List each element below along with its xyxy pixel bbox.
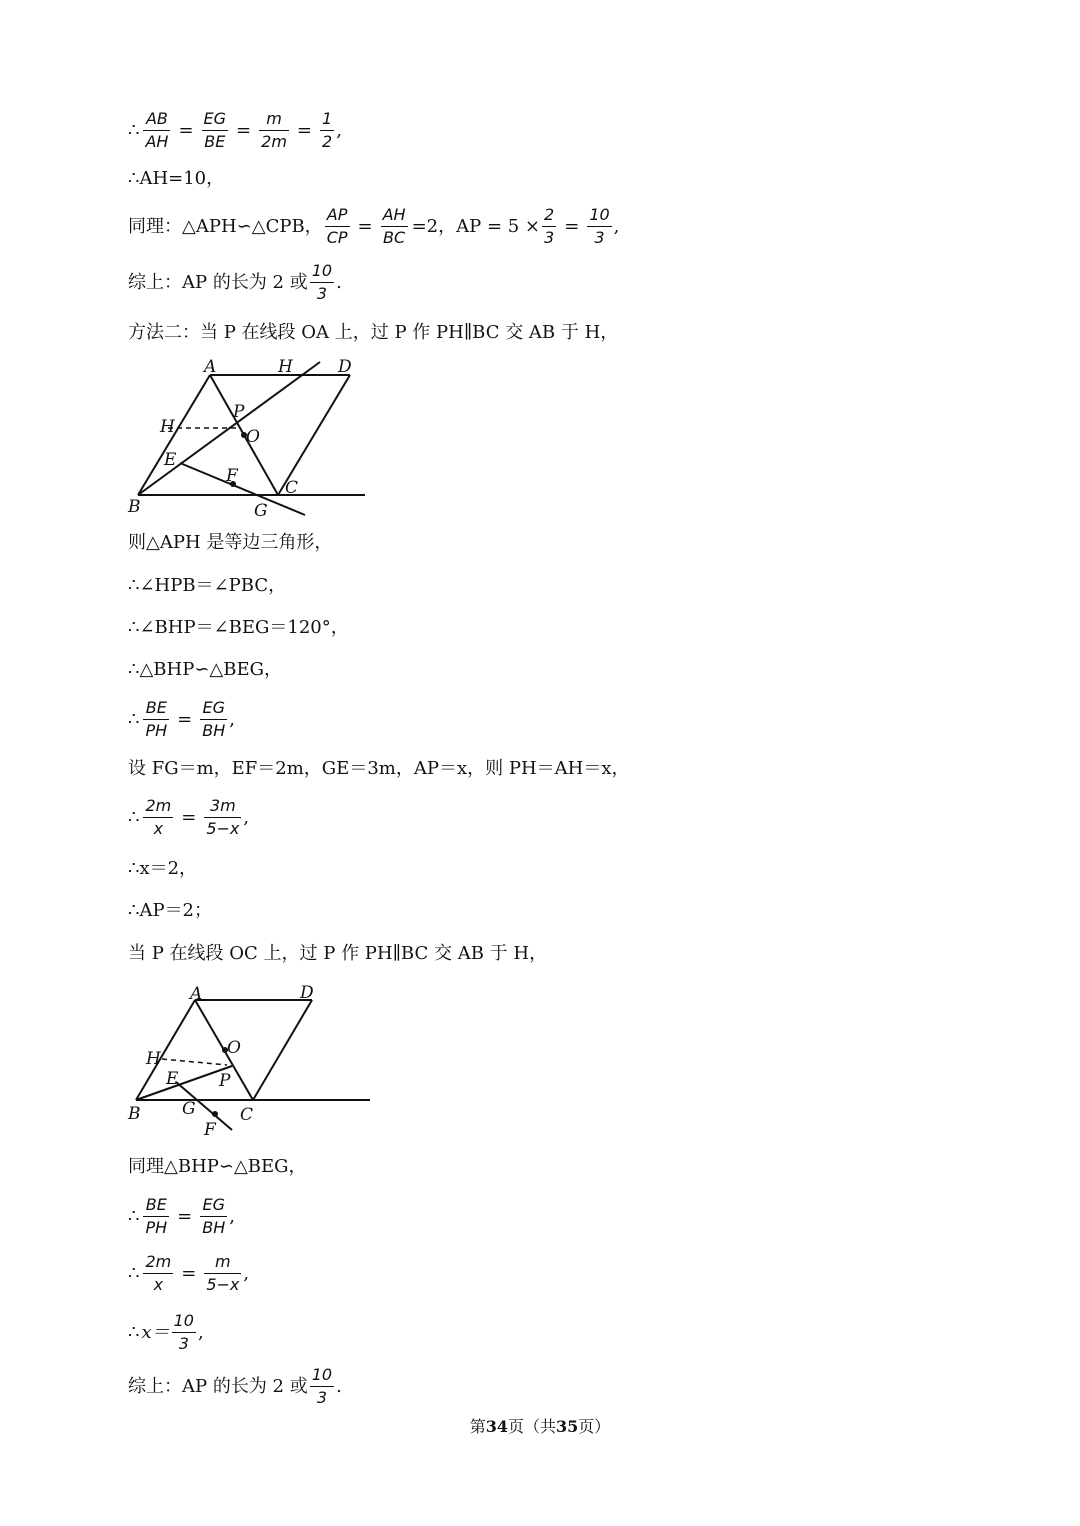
geometry-figure-2	[120, 978, 380, 1143]
fraction: $\frac{2m}{x}$	[145, 796, 172, 839]
label-D: D	[300, 983, 314, 1003]
page-footer: 第34页（共35页）	[469, 1417, 611, 1436]
fraction: $\frac{BE}{PH}$	[145, 698, 168, 741]
label-F: F	[226, 466, 238, 486]
label-G: G	[182, 1099, 196, 1119]
label-E: E	[166, 1069, 179, 1089]
label-A: A	[190, 984, 203, 1004]
label-C: C	[285, 478, 299, 498]
label-F: F	[204, 1120, 216, 1140]
text-line-8: ∴∠BHP＝∠BEG＝120°，	[128, 617, 349, 638]
text-line-9: ∴△BHP∽△BEG，	[128, 659, 283, 680]
label-O: O	[246, 427, 260, 447]
label-B: B	[128, 1104, 141, 1124]
equation-line-18: ∴ $\frac{2m}{x}$ = $\frac{m}{5-x}$ ,	[128, 1252, 250, 1295]
fraction: $\frac{AH}{BC}$	[382, 205, 406, 248]
fraction: $\frac{10}{3}$	[311, 261, 333, 304]
fraction: $\frac{m}{2m}$	[261, 109, 287, 152]
text-line-16: 同理△BHP∽△BEG，	[128, 1156, 307, 1177]
text-line-14: ∴AP＝2；	[128, 900, 213, 921]
text-line-7: ∴∠HPB＝∠PBC，	[128, 575, 287, 596]
label-P: P	[219, 1071, 231, 1091]
fraction: $\frac{EG}{BH}$	[202, 698, 226, 741]
fraction: $\frac{EG}{BE}$	[203, 109, 227, 152]
equation-line-19: ∴ x＝ $\frac{10}{3}$ ,	[128, 1311, 204, 1354]
fraction: $\frac{AB}{AH}$	[145, 109, 169, 152]
current-page-number: 34	[485, 1417, 508, 1436]
text-line-11: 设 FG＝m，EF＝2m，GE＝3m，AP＝x，则 PH＝AH＝x，	[128, 758, 630, 779]
fraction: $\frac{AP}{CP}$	[326, 205, 348, 248]
equation-line-3: 同理：△APH∽△CPB， $\frac{AP}{CP}$ = $\frac{AH}{BC}$ =2，AP = 5 × $\frac{2}{3}$ = $\frac{10}{3}$ ,	[128, 205, 620, 248]
label-H: H	[146, 1049, 161, 1069]
text-line-13: ∴x＝2，	[128, 858, 198, 879]
label-O: O	[227, 1038, 241, 1058]
label-E: E	[164, 450, 177, 470]
equation-line-12: ∴ $\frac{2m}{x}$ = $\frac{3m}{5-x}$ ,	[128, 796, 250, 839]
label-B: B	[128, 497, 141, 517]
equation-line-10: ∴ $\frac{BE}{PH}$ = $\frac{EG}{BH}$ ,	[128, 698, 235, 741]
equation-line-1: ∴ $\frac{AB}{AH}$ = $\frac{EG}{BE}$ = $\frac{m}{2m}$ = $\frac{1}{2}$ ,	[128, 109, 342, 152]
geometry-figure-1	[120, 350, 380, 525]
fraction: $\frac{10}{3}$	[311, 1365, 333, 1408]
fraction: $\frac{2}{3}$	[544, 205, 555, 248]
total-page-count: 35	[556, 1417, 579, 1436]
label-A: A	[204, 357, 217, 377]
label-C: C	[240, 1105, 254, 1125]
method-two-heading: 方法二：当 P 在线段 OA 上，过 P 作 PH∥BC 交 AB 于 H，	[128, 322, 619, 343]
therefore-symbol: ∴	[128, 119, 140, 141]
label-D: D	[338, 357, 352, 377]
fraction: $\frac{m}{5-x}$	[206, 1252, 240, 1295]
conclusion-line-2: 综上：AP 的长为 2 或 $\frac{10}{3}$ .	[128, 1365, 342, 1408]
fraction: $\frac{1}{2}$	[322, 109, 333, 152]
fraction: $\frac{10}{3}$	[173, 1311, 194, 1354]
text-line-2: ∴AH=10，	[128, 168, 225, 189]
fraction: $\frac{3m}{5-x}$	[206, 796, 240, 839]
label-G: G	[254, 501, 268, 521]
fraction: $\frac{2m}{x}$	[145, 1252, 172, 1295]
text-line-6: 则△APH 是等边三角形，	[128, 532, 333, 553]
fraction: $\frac{EG}{BH}$	[202, 1195, 226, 1238]
label-P: P	[233, 402, 245, 422]
case-two-heading: 当 P 在线段 OC 上，过 P 作 PH∥BC 交 AB 于 H，	[128, 943, 548, 964]
label-H-left: H	[160, 417, 175, 437]
conclusion-line-1: 综上：AP 的长为 2 或 $\frac{10}{3}$ .	[128, 261, 342, 304]
equation-line-17: ∴ $\frac{BE}{PH}$ = $\frac{EG}{BH}$ ,	[128, 1195, 235, 1238]
fraction: $\frac{BE}{PH}$	[145, 1195, 168, 1238]
label-H-top: H	[278, 357, 293, 377]
fraction: $\frac{10}{3}$	[589, 205, 610, 248]
